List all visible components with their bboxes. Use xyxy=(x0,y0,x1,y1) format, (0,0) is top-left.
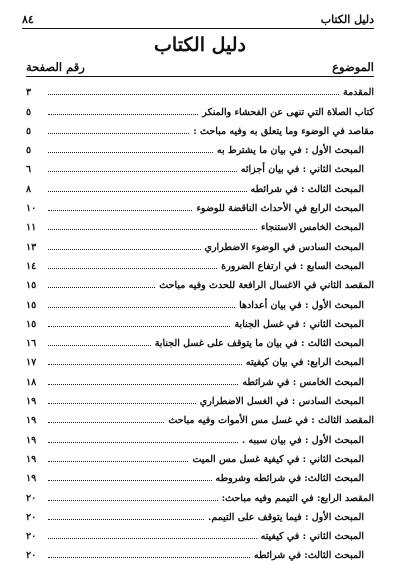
toc-entry-page: ١٤ xyxy=(26,260,37,272)
page-number: ٨٤ xyxy=(22,13,34,26)
toc-entry xyxy=(26,311,374,330)
toc-entry-page: ١٩ xyxy=(26,396,37,408)
dot-leader xyxy=(48,287,155,288)
toc-entry-page: ٢٠ xyxy=(26,511,37,523)
toc-entry xyxy=(26,175,374,194)
toc-entry-page: ١٦ xyxy=(26,338,37,350)
toc-entry xyxy=(26,523,374,542)
running-header xyxy=(22,10,374,26)
toc-entry-label: المبحث الثالث : في شرائطه xyxy=(250,183,364,195)
column-header-rule xyxy=(26,76,374,77)
toc-entry-label: المبحث السادس في الوضوء الاضطراري xyxy=(204,241,364,253)
dot-leader xyxy=(48,94,339,95)
toc-entry xyxy=(26,426,374,445)
toc-entry-page: ١٥ xyxy=(26,299,37,311)
toc-entry-label: المبحث الرابع في الأحداث الناقضة للوضوء xyxy=(196,203,364,215)
toc-entry-label: المبحث السابع : في ارتفاع الضرورة xyxy=(221,260,364,272)
toc-entry xyxy=(26,465,374,484)
toc-entry-page: ١٨ xyxy=(26,376,37,388)
toc-entry xyxy=(26,118,374,137)
toc-entry-label: المبحث الرابع: في بيان كيفيته xyxy=(245,357,364,369)
dot-leader xyxy=(48,519,204,520)
toc-entry xyxy=(26,407,374,426)
toc-entry-label: المبحث السادس : في الغسل الاضطراري xyxy=(199,396,364,408)
dot-leader xyxy=(48,403,196,404)
dot-leader xyxy=(48,557,250,558)
dot-leader xyxy=(48,345,151,346)
toc-entry-label: المبحث الأول : في بيان أعدادها xyxy=(239,299,364,311)
dot-leader xyxy=(48,171,237,172)
page-title: دليل الكتاب xyxy=(154,34,246,56)
dot-leader xyxy=(48,480,212,481)
toc-entry xyxy=(26,388,374,407)
toc-entry-label: المبحث الثاني : في كيفية غسل مس الميت xyxy=(192,453,364,465)
toc-entry-label: مقاصد في الوضوء وما يتعلق به وفيه مباحث : xyxy=(193,125,374,137)
dot-leader xyxy=(48,191,247,192)
toc-entry-label: المقصد الثالث : في غسل مس الأموات وفيه مباحث xyxy=(168,415,374,427)
dot-leader xyxy=(48,500,218,501)
column-headers xyxy=(26,60,374,74)
toc-entry xyxy=(26,195,374,214)
toc-entry-page: ٥ xyxy=(26,145,32,157)
toc-entry xyxy=(26,330,374,349)
toc-entry xyxy=(26,233,374,252)
toc-entry-page: ١٠ xyxy=(26,203,37,215)
toc-entry xyxy=(26,291,374,310)
toc-entry-page: ٢٠ xyxy=(26,531,37,543)
toc-entry-page: ٣ xyxy=(26,87,32,99)
toc-entry xyxy=(26,156,374,175)
toc-entry xyxy=(26,504,374,523)
toc-entry-label: المبحث الأول : في بيان ما يشترط به xyxy=(216,145,364,157)
table-of-contents xyxy=(26,79,374,561)
toc-entry xyxy=(26,272,374,291)
toc-entry-page: ٨ xyxy=(26,183,32,195)
toc-entry xyxy=(26,98,374,117)
toc-entry-page: ١٥ xyxy=(26,318,37,330)
toc-entry-label: المبحث الأول : فيما يتوقف على التيمم. xyxy=(208,511,364,523)
toc-entry-label: المبحث الثاني : في كيفيته xyxy=(260,531,364,543)
toc-entry-label: المبحث الثالث : في بيان ما يتوقف على غسل الجنابة xyxy=(154,338,364,350)
toc-entry-label: المبحث الخامس : في شرائطه xyxy=(242,376,364,388)
toc-entry-page: ١٧ xyxy=(26,357,37,369)
dot-leader xyxy=(48,152,213,153)
dot-leader xyxy=(48,268,217,269)
toc-entry xyxy=(26,484,374,503)
dot-leader xyxy=(48,422,164,423)
toc-entry-label: كتاب الصلاة التي تنهى عن الفحشاء والمنكر xyxy=(202,106,374,118)
header-rule xyxy=(22,28,374,29)
toc-entry-page: ٦ xyxy=(26,164,32,176)
dot-leader xyxy=(48,307,235,308)
toc-entry-label: المبحث الخامس الاستنجاء xyxy=(261,222,364,234)
dot-leader xyxy=(48,326,230,327)
toc-entry-page: ٥ xyxy=(26,106,32,118)
dot-leader xyxy=(48,364,242,365)
toc-entry xyxy=(26,253,374,272)
toc-entry-page: ٢٠ xyxy=(26,550,37,561)
toc-entry-page: ١٥ xyxy=(26,280,37,292)
toc-entry xyxy=(26,137,374,156)
dot-leader xyxy=(48,538,257,539)
toc-entry-label: المبحث الأول : في بيان سببه . xyxy=(241,434,364,446)
dot-leader xyxy=(48,442,238,443)
toc-entry-label: المقصد الثاني في الاغسال الرافعة للحدث وفيه مباحث xyxy=(159,280,374,292)
toc-entry-page: ٢٠ xyxy=(26,492,37,504)
toc-entry xyxy=(26,214,374,233)
toc-entry-label: المقدمة xyxy=(342,87,374,99)
toc-entry xyxy=(26,446,374,465)
dot-leader xyxy=(48,249,201,250)
toc-entry xyxy=(26,349,374,368)
toc-entry-label: المبحث الثاني : في بيان أجزائه xyxy=(240,164,364,176)
toc-entry-page: ١٩ xyxy=(26,415,37,427)
dot-leader xyxy=(48,461,188,462)
toc-entry-page: ١٩ xyxy=(26,453,37,465)
toc-entry xyxy=(26,368,374,387)
running-header-title: دليل الكتاب xyxy=(320,13,374,26)
toc-entry xyxy=(26,79,374,98)
toc-entry-label: المبحث الثاني : في غسل الجنابة xyxy=(234,318,364,330)
toc-entry-label: المبحث الثالث: في شرائطه وشروطه xyxy=(215,473,364,485)
toc-entry-page: ١١ xyxy=(26,222,37,234)
topic-column-header: الموضوع xyxy=(332,60,374,74)
dot-leader xyxy=(48,229,257,230)
dot-leader xyxy=(48,114,198,115)
dot-leader xyxy=(48,133,189,134)
toc-entry-label: المقصد الرابع: في التيمم وفيه مباحث: xyxy=(221,492,374,504)
toc-entry-page: ١٩ xyxy=(26,434,37,446)
toc-entry-page: ١٣ xyxy=(26,241,37,253)
toc-entry-page: ٥ xyxy=(26,125,32,137)
dot-leader xyxy=(48,384,238,385)
toc-entry-label: المبحث الثالث: في شرائطه xyxy=(253,550,364,561)
page-column-header: رقم الصفحة xyxy=(26,60,85,74)
dot-leader xyxy=(48,210,192,211)
toc-entry xyxy=(26,542,374,561)
toc-entry-page: ١٩ xyxy=(26,473,37,485)
